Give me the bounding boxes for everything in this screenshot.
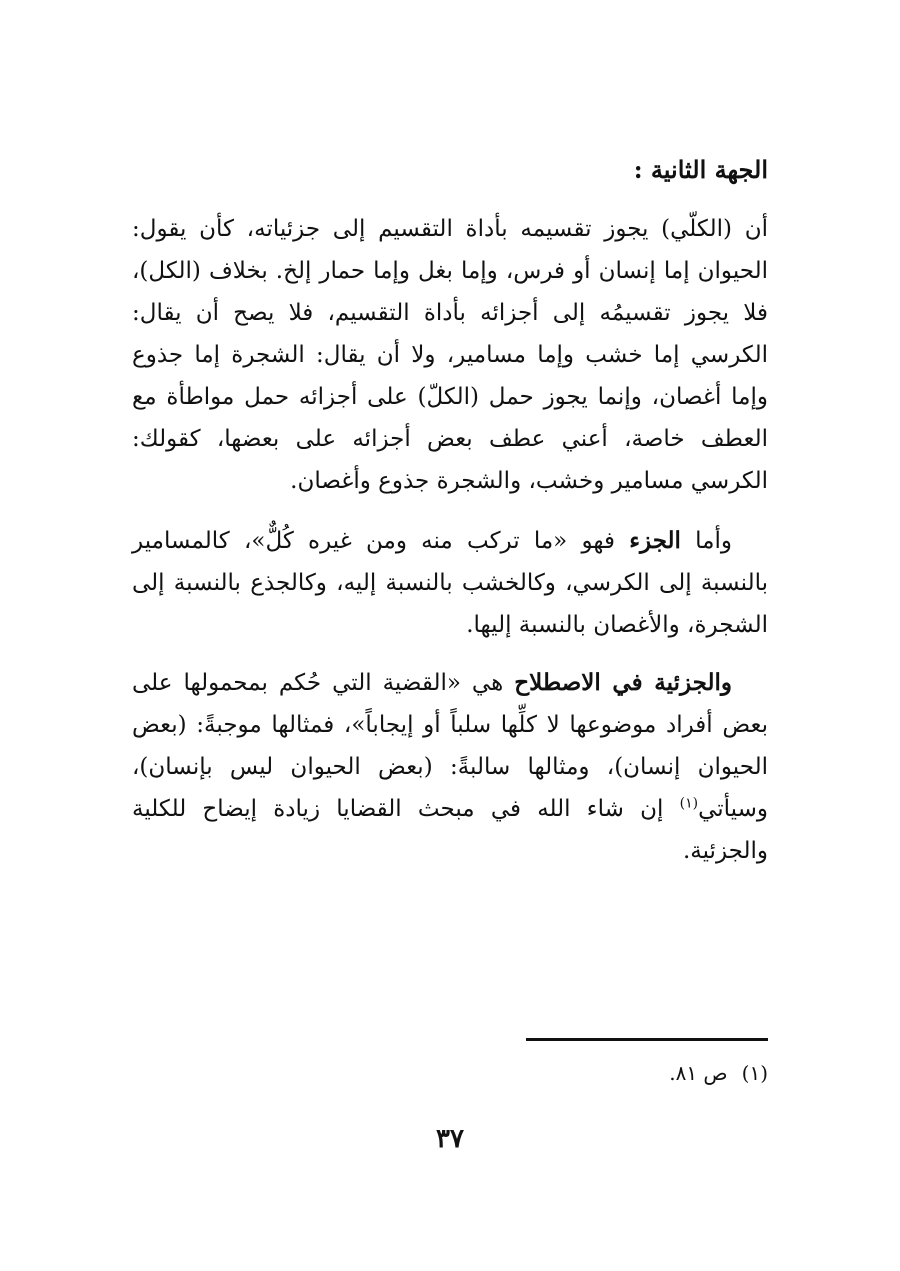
paragraph-1-text: أن (الكلّي) يجوز تقسيمه بأداة التقسيم إلى جزئياته، كأن يقول: الحيوان إما إنسان أو فرس، وإما بغل وإما حمار إلخ. بخلاف (الكل)، فلا يجوز تقسيمُه إلى أجزائه بأداة التقسيم، فلا يصح أن يقال: الكرسي إما خشب وإما مسامير، ولا أن يقال: الشجرة إما جذوع وإما أغصان، وإنما يجوز حمل (الكلّ) على أجزائه حمل مواطأة مع العطف خاصة، أعني عطف بعض أجزائه على بعضها، كقولك: الكرسي مسامير وخشب، والشجرة جذوع وأغصان. [132,216,769,494]
paragraph-1 [132,208,768,502]
footnote-reference[interactable]: (١) [679,795,699,812]
paragraph-2-lead: وأما [695,528,732,554]
paragraph-3 [132,662,768,872]
paragraph-2-text: فهو «ما تركب منه ومن غيره كُلٌّ»، كالمسامير بالنسبة إلى الكرسي، وكالخشب بالنسبة إليه، وكالجذع بالنسبة إلى الشجرة، والأغصان بالنسبة إليها. [132,528,768,638]
paragraph-3-tail: إن شاء الله في مبحث القضايا زيادة إيضاح للكلية والجزئية. [132,796,768,864]
footnote-number: (١) [741,1061,768,1085]
paragraph-2 [132,520,768,646]
footnote-divider [526,1038,768,1041]
footnote-text: ص ٨١. [669,1061,728,1085]
paragraph-2-term: الجزء [629,527,681,554]
footnote [669,1058,768,1088]
paragraph-3-text: هي «القضية التي حُكم بمحمولها على بعض أفراد موضوعها لا كلِّها سلباً أو إيجاباً»، فمثالها موجبةً: (بعض الحيوان إنسان)، ومثالها سالبةً: (بعض الحيوان ليس بإنسان)، وسيأتي [132,670,768,822]
paragraph-3-term: والجزئية في الاصطلاح [514,669,733,696]
page-number: ٣٧ [436,1124,464,1154]
section-heading: الجهة الثانية : [633,155,768,184]
